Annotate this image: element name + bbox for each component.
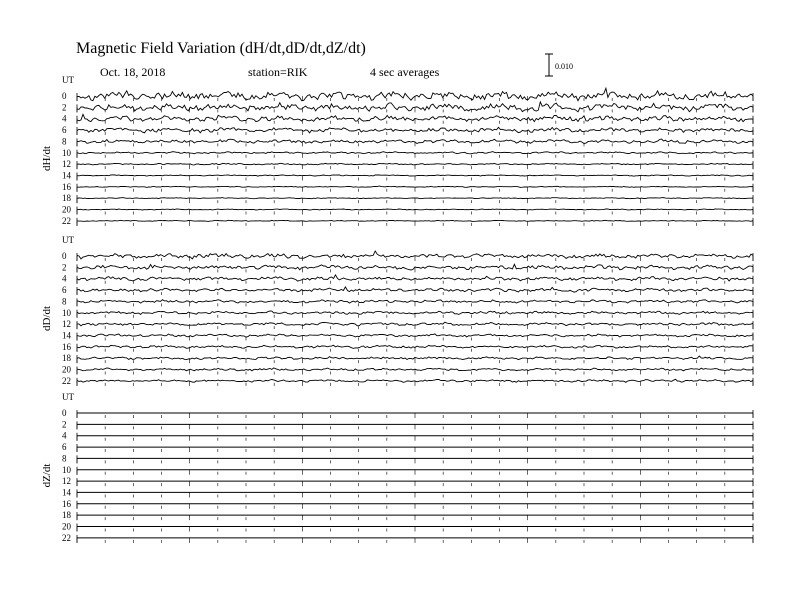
hour-label: 10: [62, 307, 71, 318]
panel-dd-dt: [41, 235, 753, 386]
hour-label: 16: [62, 341, 71, 352]
hour-label: 4: [62, 430, 67, 441]
hour-label: 8: [62, 136, 67, 147]
panel-dz-dt: [41, 392, 753, 543]
hour-label: 0: [62, 91, 67, 101]
hour-label: 10: [62, 147, 71, 158]
hour-label: 8: [62, 296, 67, 307]
trace: [77, 322, 753, 326]
hour-label: 10: [62, 464, 71, 475]
hour-label: 8: [62, 453, 67, 464]
hour-label: 6: [62, 125, 67, 136]
hour-label: 18: [62, 193, 71, 204]
hour-label: 0: [62, 408, 67, 418]
hour-label: 12: [62, 476, 71, 487]
station-label: station=RIK: [248, 65, 308, 79]
hour-label: 12: [62, 319, 71, 330]
trace: [77, 209, 753, 210]
averaging-label: 4 sec averages: [370, 65, 440, 79]
panel-axis-label: dD/dt: [41, 305, 53, 331]
panels: [41, 75, 753, 543]
scale-bar: [545, 54, 573, 76]
trace: [77, 152, 753, 154]
trace: [77, 311, 753, 314]
hour-label: 14: [62, 487, 71, 498]
chart-title: Magnetic Field Variation (dH/dt,dD/dt,dZ/dt): [76, 40, 366, 57]
hour-label: 14: [62, 330, 71, 341]
hour-label: 2: [62, 262, 67, 273]
hour-label: 6: [62, 285, 67, 296]
hour-label: 16: [62, 181, 71, 192]
ut-label: UT: [62, 235, 74, 245]
panel-axis-label: dZ/dt: [41, 463, 53, 488]
hour-label: 2: [62, 102, 67, 113]
hour-label: 22: [62, 375, 71, 386]
hour-label: 18: [62, 510, 71, 521]
ut-label: UT: [62, 75, 74, 85]
trace: [77, 186, 753, 187]
panel-axis-label: dH/dt: [41, 145, 53, 171]
hour-label: 6: [62, 442, 67, 453]
panel-dh-dt: [41, 75, 753, 226]
date-label: Oct. 18, 2018: [100, 65, 166, 79]
trace: [77, 220, 753, 221]
ut-label: UT: [62, 392, 74, 402]
hour-label: 4: [62, 113, 67, 124]
hour-label: 16: [62, 498, 71, 509]
hour-label: 22: [62, 215, 71, 226]
hour-label: 4: [62, 273, 67, 284]
hour-label: 20: [62, 204, 71, 215]
hour-label: 20: [62, 521, 71, 532]
hour-label: 12: [62, 159, 71, 170]
trace: [77, 175, 753, 176]
hour-label: 2: [62, 419, 67, 430]
hour-label: 14: [62, 170, 71, 181]
hour-label: 0: [62, 251, 67, 261]
hour-label: 20: [62, 364, 71, 375]
hour-label: 22: [62, 532, 71, 543]
scale-bar-label: 0.010: [555, 62, 573, 71]
hour-label: 18: [62, 353, 71, 364]
